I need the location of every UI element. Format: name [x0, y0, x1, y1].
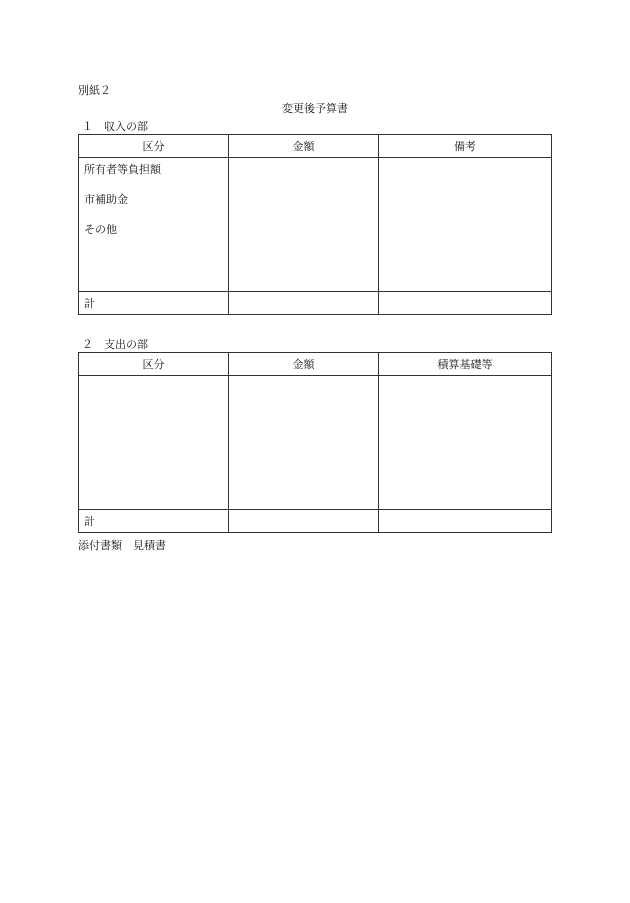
- income-body-row: [79, 158, 552, 292]
- expense-section-heading: ２ 支出の部: [82, 338, 148, 351]
- expense-table: [78, 352, 552, 533]
- income-amount-cell: [229, 158, 379, 292]
- income-total-row: [79, 292, 552, 315]
- expense-body-row: [79, 376, 552, 510]
- expense-col-basis: 積算基礎等: [379, 353, 552, 376]
- income-col-category: 区分: [79, 135, 229, 158]
- income-category-cell: [79, 158, 229, 292]
- income-item: 市補助金: [84, 193, 128, 206]
- income-header-row: [79, 135, 552, 158]
- document-title: 変更後予算書: [282, 102, 348, 115]
- expense-total-row: [79, 510, 552, 533]
- expense-total-label: 計: [79, 510, 229, 533]
- income-col-amount: 金額: [229, 135, 379, 158]
- expense-basis-cell: [379, 376, 552, 510]
- expense-amount-cell: [229, 376, 379, 510]
- income-item: その他: [84, 223, 117, 236]
- income-total-amount: [229, 292, 379, 315]
- expense-category-cell: [79, 376, 229, 510]
- income-item: 所有者等負担額: [84, 163, 161, 176]
- attachments-note: 添付書類 見積書: [78, 539, 166, 552]
- expense-total-basis: [379, 510, 552, 533]
- income-remarks-cell: [379, 158, 552, 292]
- expense-col-category: 区分: [79, 353, 229, 376]
- attachment-label: 別紙２: [78, 84, 111, 97]
- income-total-label: 計: [79, 292, 229, 315]
- expense-total-amount: [229, 510, 379, 533]
- income-total-remarks: [379, 292, 552, 315]
- expense-header-row: [79, 353, 552, 376]
- income-section-heading: １ 収入の部: [82, 120, 148, 133]
- income-col-remarks: 備考: [379, 135, 552, 158]
- income-table: [78, 134, 552, 315]
- expense-col-amount: 金額: [229, 353, 379, 376]
